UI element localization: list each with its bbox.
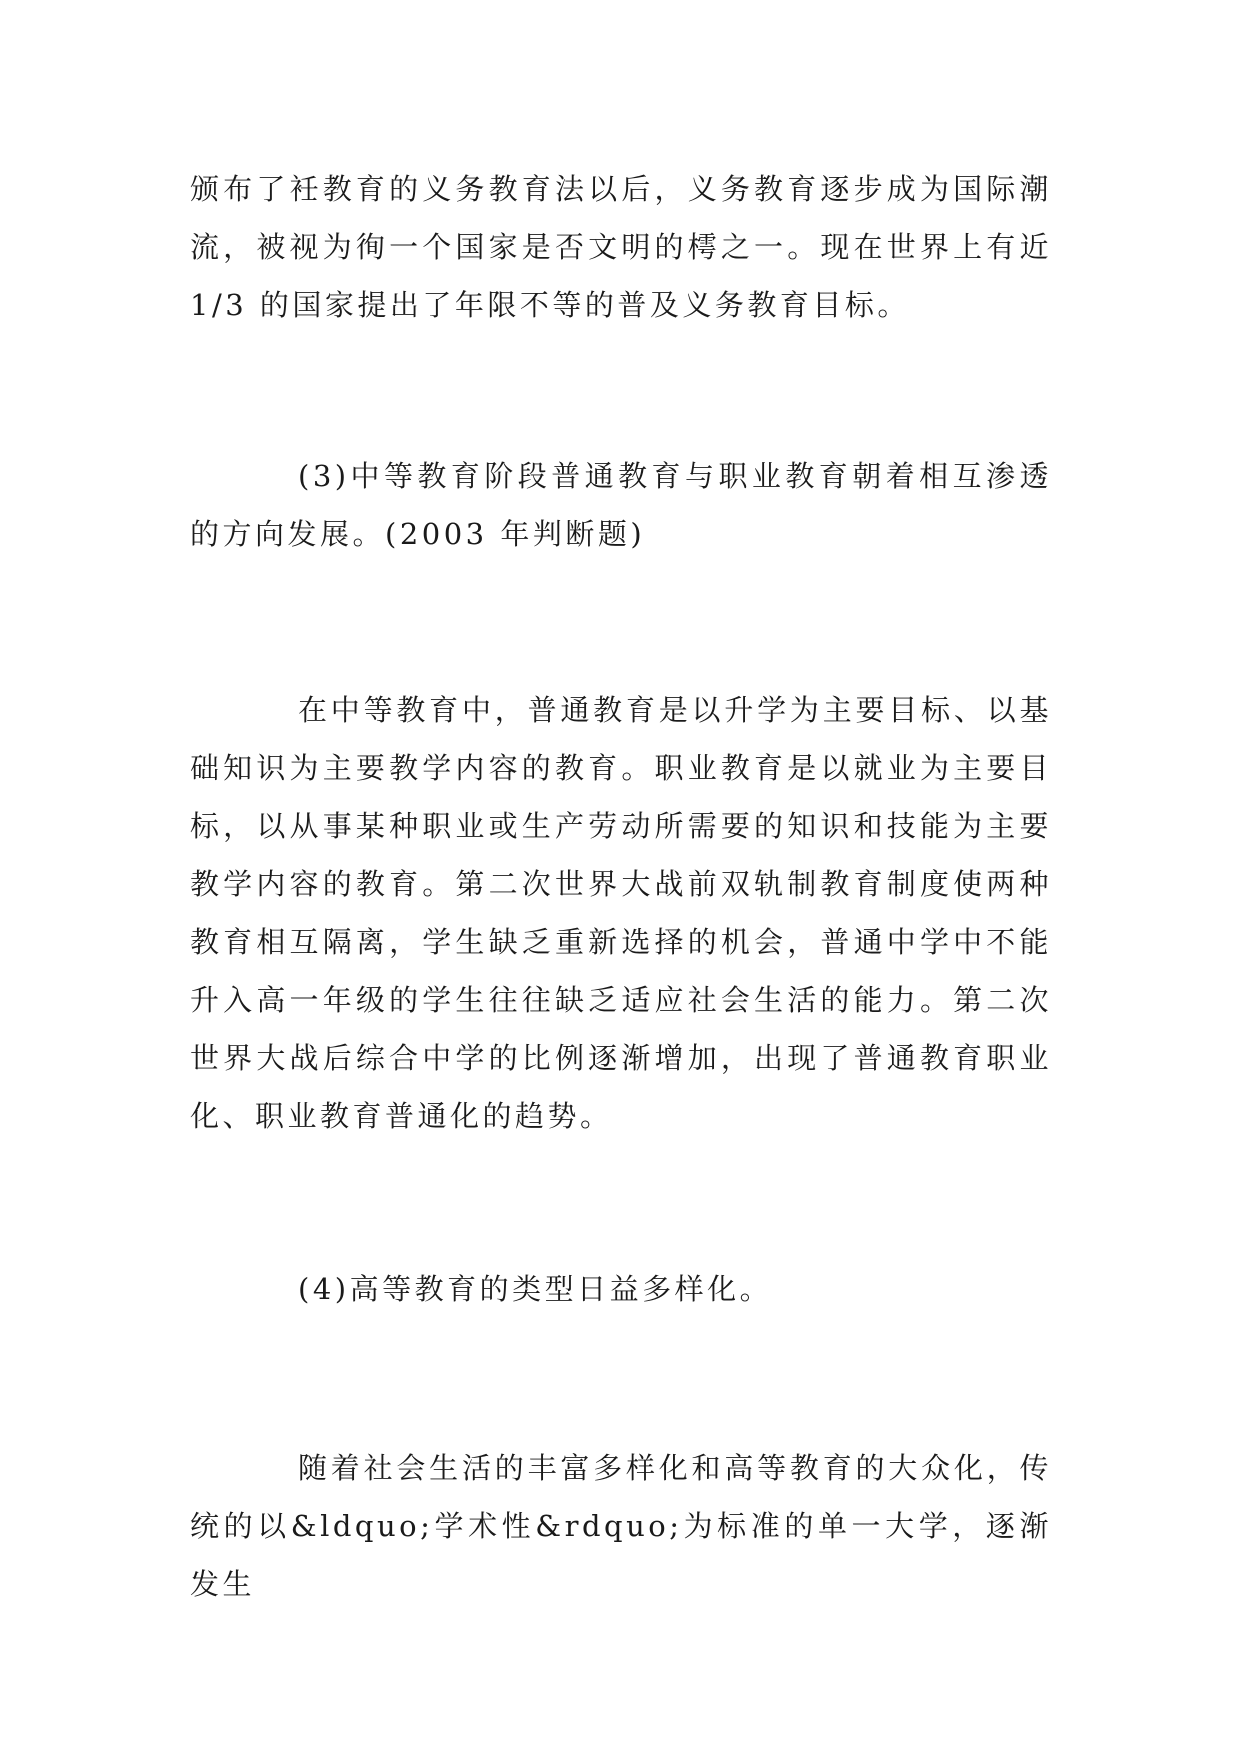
heading-higher-education: (4)高等教育的类型日益多样化。	[298, 1272, 773, 1306]
paragraph-higher-education: 随着社会生活的丰富多样化和高等教育的大众化，传统的以&ldquo;学术性&rdquo;为标准的单一大学，逐渐发生	[190, 1451, 1052, 1601]
heading-secondary-education: (3)中等教育阶段普通教育与职业教育朝着相互渗透的方向发展。(2003 年判断题)	[190, 459, 1052, 551]
paragraph-compulsory-education: 颁布了衽教育的义务教育法以后，义务教育逐步成为国际潮流，被视为徇一个国家是否文明的樗之一。现在世界上有近1/3 的国家提出了年限不等的普及义务教育目标。	[190, 172, 1052, 322]
paragraph-secondary-education: 在中等教育中，普通教育是以升学为主要目标、以基础知识为主要教学内容的教育。职业教育是以就业为主要目标，以从事某种职业或生产劳动所需要的知识和技能为主要教学内容的教育。第二次世界大战前双轨制教育制度使两种教育相互隔离，学生缺乏重新选择的机会，普通中学中不能升入高一年级的学生往往缺乏适应社会生活的能力。第二次世界大战后综合中学的比例逐渐增加，出现了普通教育职业化、职业教育普通化的趋势。	[190, 693, 1052, 1133]
